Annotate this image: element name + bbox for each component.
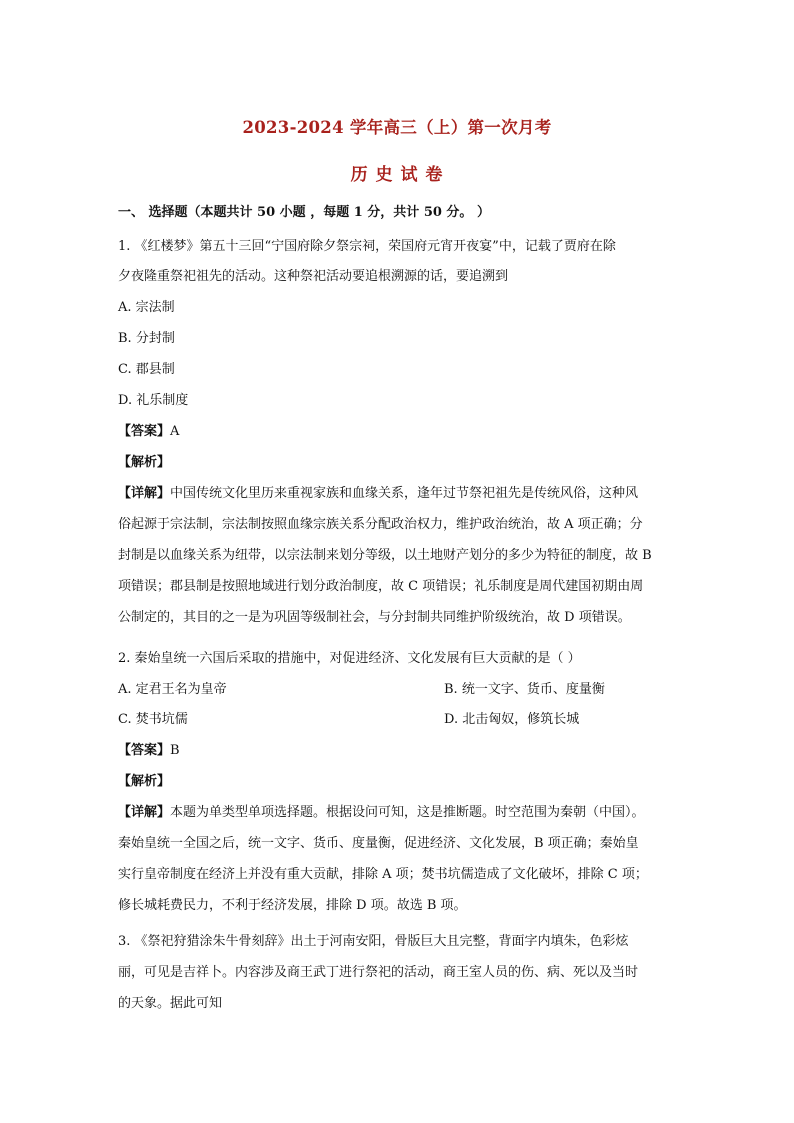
question-2-detail-line-3: 实行皇帝制度在经济上并没有重大贡献，排除 A 项；焚书坑儒造成了文化破坏，排除 C 项； [118, 867, 648, 882]
answer-tag: 【答案】 [118, 424, 171, 439]
question-1-detail-line-5: 公制定的，其目的之一是为巩固等级制社会，与分封制共同维护阶级统治，故 D 项错误。 [118, 610, 631, 625]
question-1-detail-line-3: 封制是以血缘关系为纽带，以宗法制来划分等级，以土地财产划分的多少为特征的制度，故 B [118, 548, 652, 563]
question-2-option-d: D. 北击匈奴，修筑长城 [444, 712, 580, 727]
question-1-option-b: B. 分封制 [118, 331, 175, 346]
question-2-answer [118, 742, 180, 760]
question-2-option-b: B. 统一文字、货币、度量衡 [444, 682, 605, 697]
question-1-analysis-tag: 【解析】 [118, 455, 171, 470]
question-1-stem-line-2: 夕夜隆重祭祀祖先的活动。这种祭祀活动要追根溯源的话，要追溯到 [118, 269, 509, 284]
question-3-stem-line-1: 3. 《祭祀狩猎涂朱牛骨刻辞》出土于河南安阳，骨版巨大且完整，背面字内填朱，色彩炫 [118, 934, 629, 949]
question-3-stem-line-2: 丽，可见是吉祥卜。内容涉及商王武丁进行祭祀的活动，商王室人员的伤、病、死以及当时 [118, 965, 639, 980]
question-2-option-c: C. 焚书坑儒 [118, 712, 188, 727]
question-1-option-d: D. 礼乐制度 [118, 393, 189, 408]
detail-tag: 【详解】 [118, 805, 171, 820]
exam-title: 2023-2024 学年高三（上）第一次月考 [242, 118, 552, 137]
answer-value: B [170, 743, 180, 758]
question-3-stem-line-3: 的天象。据此可知 [118, 996, 223, 1011]
question-2-detail-line-2: 秦始皇统一全国之后，统一文字、货币、度量衡，促进经济、文化发展，B 项正确；秦始皇 [118, 836, 639, 851]
exam-subtitle: 历 史 试 卷 [350, 165, 444, 185]
question-1-detail-line-1: 【详解】中国传统文化里历来重视家族和血缘关系，逢年过节祭祀祖先是传统风俗，这种风 [118, 486, 639, 501]
question-1-detail-line-4: 项错误；郡县制是按照地域进行划分政治制度，故 C 项错误；礼乐制度是周代建国初期由周 [118, 579, 644, 594]
question-1-stem-line-1: 1. 《红楼梦》第五十三回“宁国府除夕祭宗祠，荣国府元宵开夜宴”中，记载了贾府在除 [118, 239, 616, 254]
question-1-detail-line-2: 俗起源于宗法制，宗法制按照血缘宗族关系分配政治权力，维护政治统治，故 A 项正确；分 [118, 517, 643, 532]
question-2-stem: 2. 秦始皇统一六国后采取的措施中，对促进经济、文化发展有巨大贡献的是（ ） [118, 651, 581, 666]
question-2-detail-line-1: 【详解】本题为单类型单项选择题。根据设问可知，这是推断题。时空范围为秦朝（中国）。 [118, 805, 645, 820]
question-1-option-a: A. 宗法制 [118, 300, 175, 315]
answer-value: A [170, 424, 180, 439]
question-2-option-a: A. 定君王名为皇帝 [118, 682, 227, 697]
question-1-option-c: C. 郡县制 [118, 362, 175, 377]
detail-tag: 【详解】 [118, 486, 171, 501]
question-2-detail-line-4: 修长城耗费民力，不利于经济发展，排除 D 项。故选 B 项。 [118, 898, 467, 913]
answer-tag: 【答案】 [118, 743, 171, 758]
question-2-analysis-tag: 【解析】 [118, 774, 171, 789]
question-1-answer [118, 423, 179, 441]
section-heading: 一、 选择题（本题共计 50 小题 ，每题 1 分，共计 50 分。 ） [118, 205, 490, 220]
